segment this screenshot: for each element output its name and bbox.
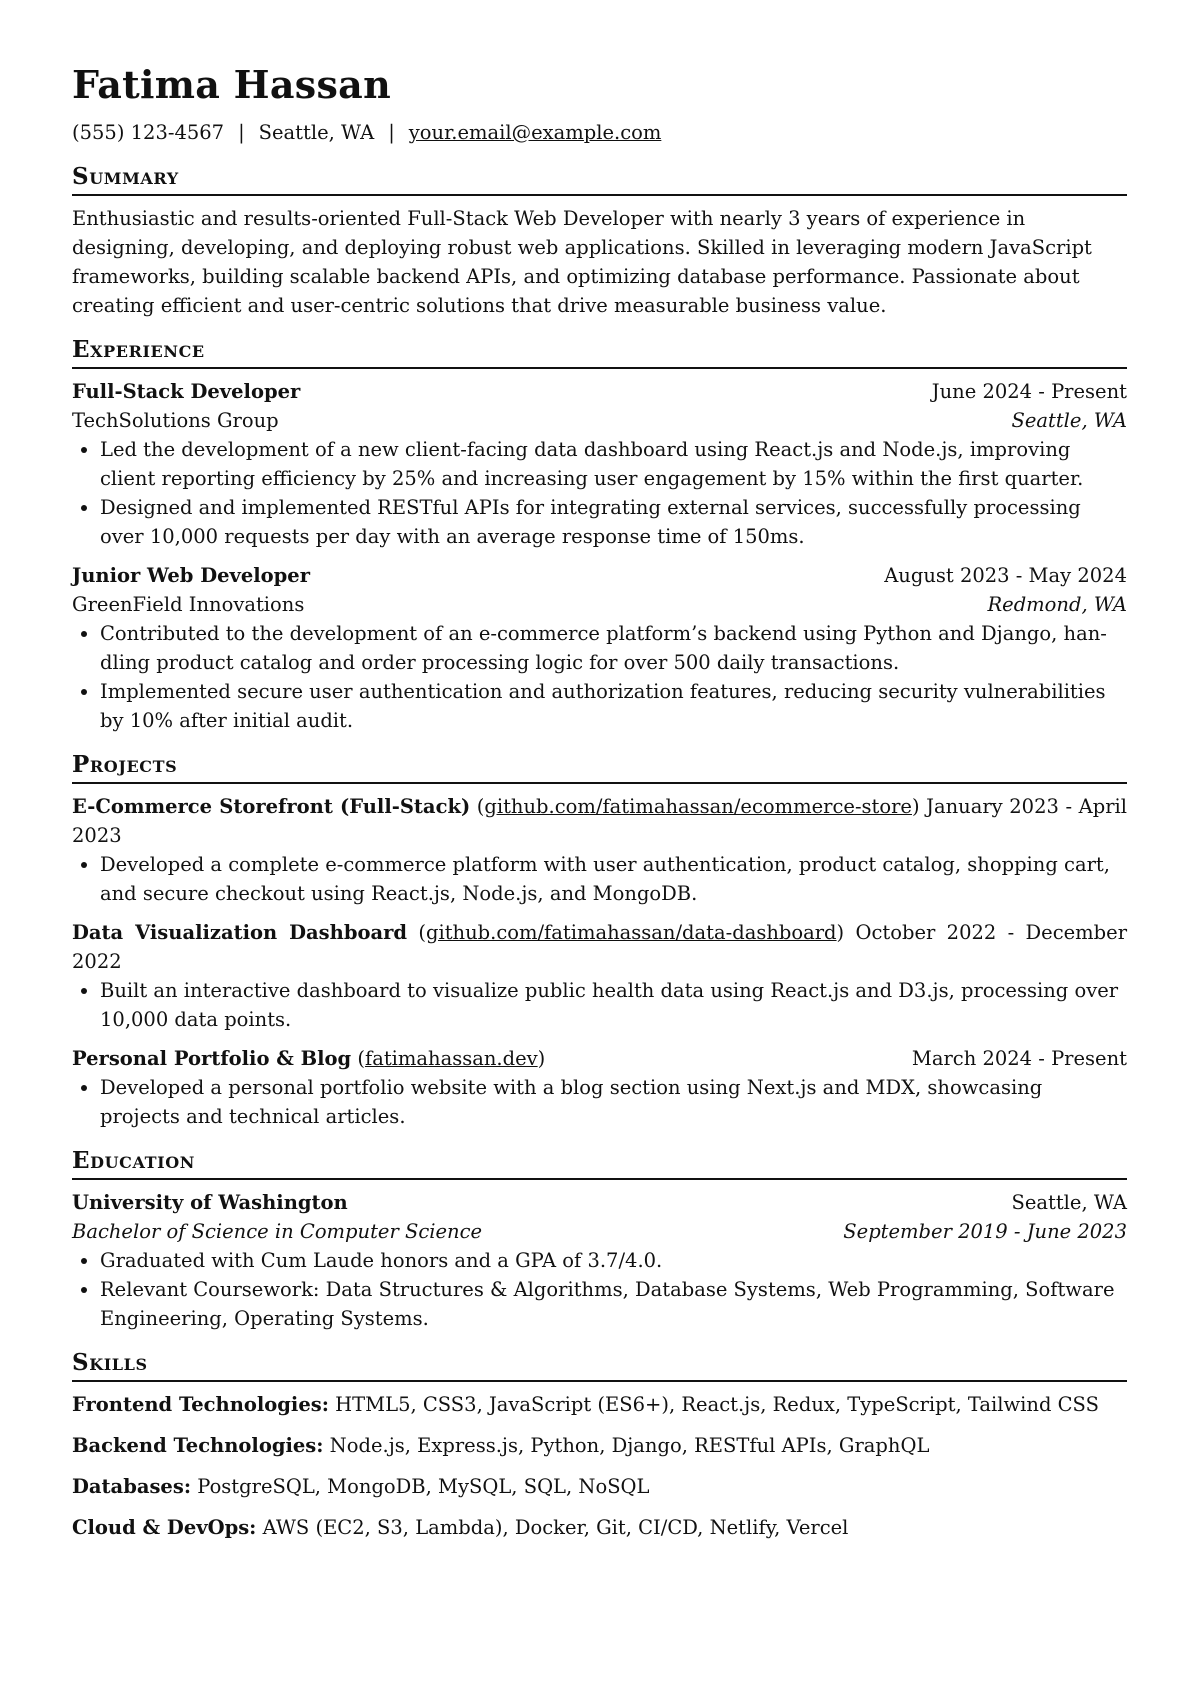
school-name: University of Washington	[72, 1191, 348, 1214]
project-header: Data Visualization Dashboard (github.com/fatimahassan/data-dashboard) October 2022 - December 2022	[72, 921, 1128, 973]
email-link[interactable]: your.email@example.com	[408, 121, 662, 144]
summary-text: Enthusiastic and results-oriented Full-Stack Web Developer with nearly 3 years of experience in designing, developing, and deploying robust web applications. Skilled in leveraging modern JavaScript frameworks, building scalable backend APIs, and optimizing database performance. Passionate about creating efficient and user-centric solutions that drive measurable business value.	[72, 207, 1092, 317]
job-title: Junior Web Developer	[72, 564, 310, 587]
location: Seattle, WA	[258, 121, 375, 144]
contact-separator: |	[388, 121, 395, 144]
company-name: GreenField Innovations	[72, 593, 305, 616]
job-title: Full-Stack Developer	[72, 380, 301, 403]
job-dates: August 2023 - May 2024	[884, 564, 1127, 587]
contact-separator: |	[238, 121, 245, 144]
section-title-education: Education	[72, 1145, 1127, 1180]
bullet-list	[72, 619, 1127, 735]
skill-value: AWS (EC2, S3, Lambda), Docker, Git, CI/CD, Netlify, Vercel	[262, 1516, 849, 1539]
bullet-list	[72, 850, 1127, 908]
project-entry	[72, 792, 1127, 908]
skill-label: Cloud & DevOps:	[72, 1516, 257, 1539]
bullet-item: • Relevant Coursework: Data Structures & Algorithms, Database Systems, Web Programming, Software Engineering, Operating Systems.	[100, 1275, 1127, 1333]
skill-line	[72, 1513, 1127, 1542]
skill-value: Node.js, Express.js, Python, Django, RESTful APIs, GraphQL	[329, 1434, 930, 1457]
skill-label: Databases:	[72, 1475, 192, 1498]
bullet-item: • Led the development of a new client-facing data dashboard using React.js and Node.js, improving client reporting efficiency by 25% and increasing user engagement by 15% within the first quarter.	[100, 435, 1127, 493]
bullet-item: • Developed a personal portfolio website with a blog section using Next.js and MDX, showcasing projects and technical articles.	[100, 1073, 1127, 1131]
skills-list	[72, 1390, 1127, 1542]
bullet-list	[72, 1073, 1127, 1131]
contact-line	[72, 118, 1127, 147]
experience-entry	[72, 377, 1127, 551]
candidate-name: Fatima Hassan	[72, 62, 392, 107]
phone-number: (555) 123-4567	[72, 121, 225, 144]
project-entry	[72, 918, 1127, 1034]
section-title-skills: Skills	[72, 1347, 1127, 1382]
project-link[interactable]: fatimahassan.dev	[364, 1047, 538, 1070]
education-dates: September 2019 - June 2023	[843, 1220, 1127, 1243]
project-header: E-Commerce Storefront (Full-Stack) (github.com/fatimahassan/ecommerce-store) January 2023 - April 2023	[72, 795, 1127, 847]
bullet-list	[72, 1246, 1127, 1333]
skill-value: HTML5, CSS3, JavaScript (ES6+), React.js, Redux, TypeScript, Tailwind CSS	[335, 1393, 1099, 1416]
project-entry	[72, 1044, 1127, 1131]
section-title-experience: Experience	[72, 334, 1127, 369]
project-link[interactable]: github.com/fatimahassan/data-dashboard	[425, 921, 837, 944]
skill-value: PostgreSQL, MongoDB, MySQL, SQL, NoSQL	[197, 1475, 650, 1498]
section-title-projects: Projects	[72, 749, 1127, 784]
skill-line	[72, 1431, 1127, 1460]
project-header: Personal Portfolio & Blog (fatimahassan.dev) March 2024 - Present	[72, 1044, 1127, 1073]
skill-label: Frontend Technologies:	[72, 1393, 329, 1416]
bullet-list	[72, 435, 1127, 551]
job-dates: June 2024 - Present	[931, 380, 1127, 403]
projects-list	[72, 792, 1127, 1131]
project-name: Personal Portfolio & Blog	[72, 1047, 352, 1070]
bullet-item: • Implemented secure user authentication and authorization features, reducing security vulnerabilities by 10% after initial audit.	[100, 677, 1127, 735]
bullet-item: • Graduated with Cum Laude honors and a GPA of 3.7/4.0.	[100, 1246, 1127, 1275]
bullet-item: • Built an interactive dashboard to visualize public health data using React.js and D3.js, processing over 10,000 data points.	[100, 976, 1127, 1034]
project-name: Data Visualization Dashboard	[72, 921, 408, 944]
job-location: Redmond, WA	[987, 593, 1127, 616]
project-dates: January 2023 - April 2023	[72, 795, 1127, 847]
degree-name: Bachelor of Science in Computer Science	[72, 1220, 483, 1243]
bullet-item: • Designed and implemented RESTful APIs for integrating external services, successfully processing over 10,000 requests per day with an average response time of 150ms.	[100, 493, 1127, 551]
experience-list	[72, 377, 1127, 735]
job-location: Seattle, WA	[1011, 409, 1127, 432]
project-link[interactable]: github.com/fatimahassan/ecommerce-store	[484, 795, 912, 818]
bullet-item: • Contributed to the development of an e-commerce platform’s backend using Python and Django, han-dling product catalog and order processing logic for over 500 daily transactions.	[100, 619, 1127, 677]
skill-line	[72, 1390, 1127, 1419]
project-dates: March 2024 - Present	[911, 1047, 1127, 1070]
skill-line	[72, 1472, 1127, 1501]
project-name: E-Commerce Storefront (Full-Stack)	[72, 795, 471, 818]
education-entry	[72, 1188, 1127, 1333]
skill-label: Backend Technologies:	[72, 1434, 324, 1457]
bullet-list	[72, 976, 1127, 1034]
school-location: Seattle, WA	[1011, 1191, 1127, 1214]
experience-entry	[72, 561, 1127, 735]
company-name: TechSolutions Group	[72, 409, 279, 432]
project-dates: October 2022 - December 2022	[72, 921, 1128, 973]
section-title-summary: Summary	[72, 161, 1127, 196]
bullet-item: • Developed a complete e-commerce platform with user authentication, product catalog, shopping cart, and secure checkout using React.js, Node.js, and MongoDB.	[100, 850, 1127, 908]
